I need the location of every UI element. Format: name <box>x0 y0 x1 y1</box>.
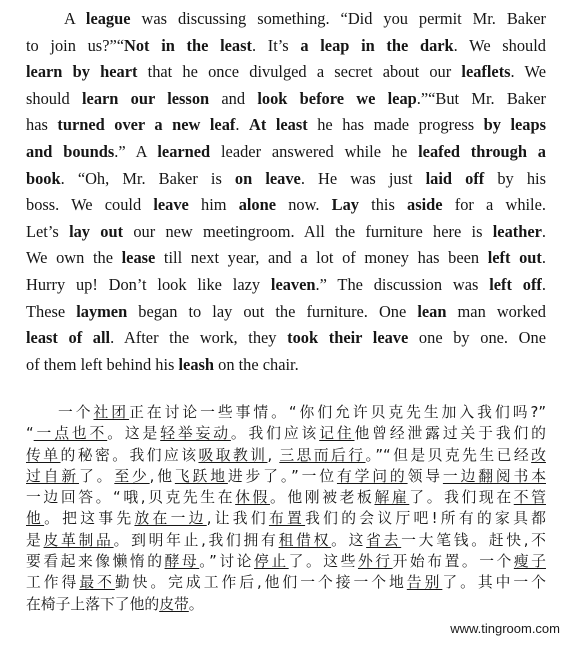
underlined-phrase: 不管 <box>513 489 546 507</box>
text-run: 我们的会议厅吧!所有的家具都 <box>305 510 546 528</box>
text-run: our new meetingroom. All the furniture here is <box>123 221 493 241</box>
english-line <box>26 272 546 299</box>
text-run: 一大笔钱。赶快,不 <box>401 531 546 549</box>
underlined-phrase: 一边翻阅书本 <box>442 467 546 485</box>
bold-phrase: leaven <box>270 274 316 294</box>
text-run: of them left behind his <box>26 354 179 374</box>
text-run: to join us?”“ <box>26 35 125 55</box>
text-run: began to lay out the furniture. One <box>127 301 418 321</box>
underlined-phrase: 瘦子 <box>513 553 546 571</box>
english-line <box>26 166 546 193</box>
text-run: .”“But Mr. Baker <box>416 88 546 108</box>
underlined-phrase: 外行 <box>357 553 393 571</box>
bold-phrase: At least <box>249 115 308 135</box>
bold-phrase: by leaps <box>483 115 546 135</box>
english-line <box>26 192 546 219</box>
text-run: him <box>188 195 239 215</box>
text-run: , <box>267 446 280 464</box>
english-line <box>26 33 546 60</box>
english-line <box>26 6 546 33</box>
bold-phrase: look before we leap <box>257 88 417 108</box>
underlined-phrase: 最不 <box>79 574 115 592</box>
underlined-phrase: 轻举妄动 <box>160 425 231 443</box>
bold-phrase: aside <box>407 195 443 215</box>
underlined-phrase: 社团 <box>93 404 130 421</box>
text-run: 。”讨论 <box>199 553 254 571</box>
underlined-phrase: 有学问的 <box>336 467 408 485</box>
chinese-line <box>26 530 546 551</box>
underlined-phrase: 改 <box>531 446 546 464</box>
text-run: now. <box>276 195 332 215</box>
text-run: We own the <box>26 248 122 268</box>
bold-phrase: lean <box>417 301 447 321</box>
bold-phrase: lease <box>121 248 156 268</box>
bold-phrase: learn by heart <box>26 62 138 82</box>
text-run: .” The discussion was <box>315 274 490 294</box>
underlined-phrase: 休假 <box>235 489 270 507</box>
text-run: 了。这些 <box>288 553 358 571</box>
underlined-phrase: 租借权 <box>278 531 332 549</box>
text-run: on the chair. <box>214 354 299 374</box>
underlined-phrase: 至少 <box>114 467 150 485</box>
chinese-line <box>26 572 546 593</box>
bold-phrase: learned <box>157 141 211 161</box>
underlined-phrase: 解雇 <box>374 489 410 507</box>
text-run: 工作得 <box>26 574 80 592</box>
underlined-phrase: 省去 <box>366 531 402 549</box>
text-run: should <box>26 88 82 108</box>
text-run: . <box>541 221 547 241</box>
text-run: one by one. One <box>408 328 546 348</box>
text-run: 。这 <box>331 531 367 549</box>
underlined-phrase: 吸取教训 <box>198 446 268 464</box>
bold-phrase: a leap in the dark <box>300 35 454 55</box>
text-run: . <box>235 115 249 135</box>
english-line <box>26 86 546 113</box>
text-run: 一个 <box>58 404 94 421</box>
text-run: and <box>209 88 258 108</box>
english-line <box>26 299 546 326</box>
text-run: 。”“但是贝克先生已经 <box>365 446 532 464</box>
text-run: Hurry up! Don’t look like lazy <box>26 274 271 294</box>
watermark: www.tingroom.com <box>450 621 560 636</box>
bold-phrase: laid off <box>425 168 485 188</box>
text-run: 勤快。完成工作后,他们一个接一个地 <box>114 574 407 592</box>
text-run: Let’s <box>26 221 70 241</box>
text-run: 要看起来像懒惰的 <box>26 553 165 571</box>
underlined-phrase: 飞跃地 <box>174 467 228 485</box>
underlined-phrase: 皮带 <box>159 595 189 613</box>
bold-phrase: Not in the least <box>124 35 252 55</box>
bold-phrase: on leave <box>234 168 301 188</box>
text-run: 了。 <box>78 467 115 485</box>
bold-phrase: alone <box>238 195 277 215</box>
text-run: 一边回答。“哦,贝克先生在 <box>26 489 236 507</box>
text-run: 。 <box>188 595 204 613</box>
underlined-phrase: 布置 <box>268 510 306 528</box>
text-run: 。他刚被老板 <box>269 489 375 507</box>
text-run: by his <box>484 168 546 188</box>
bold-phrase: leave <box>153 195 189 215</box>
english-line <box>26 245 546 272</box>
bold-phrase: and bounds <box>26 141 115 161</box>
text-run: leader answered while he <box>210 141 419 161</box>
bold-phrase: leafed through a <box>418 141 547 161</box>
bold-phrase: learn our lesson <box>81 88 210 108</box>
english-passage <box>26 6 546 378</box>
text-run: ,让我们 <box>206 510 269 528</box>
chinese-line <box>26 466 546 487</box>
underlined-phrase: 过自新 <box>26 467 79 485</box>
bold-phrase: left off <box>489 274 542 294</box>
bold-phrase: leather <box>492 221 542 241</box>
chinese-line <box>26 445 546 466</box>
bold-phrase: league <box>85 9 131 28</box>
text-run: 在椅子上落下了他的 <box>26 595 160 613</box>
underlined-phrase: 酵母 <box>164 553 200 571</box>
text-run: 是 <box>26 531 44 549</box>
chinese-line <box>26 551 546 572</box>
chinese-line <box>26 487 546 508</box>
text-run: . It’s <box>251 35 301 55</box>
text-run: . After the work, they <box>110 328 288 348</box>
text-run: A <box>64 9 86 28</box>
bold-phrase: least of all <box>26 328 111 348</box>
underlined-phrase: 三思而后行 <box>279 446 366 464</box>
text-run: 正在讨论一些事情。“你们允许贝克先生加入我们吗?” <box>129 404 546 421</box>
text-run: . He was just <box>300 168 426 188</box>
english-line <box>26 352 546 379</box>
text-run: 开始布置。一个 <box>392 553 514 571</box>
text-run: “ <box>26 425 34 443</box>
text-run: These <box>26 301 77 321</box>
text-run: 。把这事先 <box>44 510 135 528</box>
text-run: was discussing something. “Did you permit Mr. Baker <box>130 9 547 28</box>
text-run: . We should <box>453 35 546 55</box>
bold-phrase: Lay <box>331 195 359 215</box>
text-run: .” A <box>114 141 158 161</box>
underlined-phrase: 停止 <box>254 553 289 571</box>
text-run: . <box>541 248 546 268</box>
text-run: 。到明年止,我们拥有 <box>113 531 279 549</box>
text-run: 他曾经泄露过关于我们的 <box>354 425 546 443</box>
text-run: . <box>541 274 546 294</box>
english-line <box>26 112 546 139</box>
text-run: . “Oh, Mr. Baker is <box>60 168 235 188</box>
text-run: 的秘密。我们应该 <box>60 446 199 464</box>
chinese-translation <box>26 402 546 615</box>
underlined-phrase: 他 <box>26 510 45 528</box>
chinese-line <box>26 423 546 444</box>
text-run: he has made progress <box>307 115 484 135</box>
bold-phrase: book <box>26 168 61 188</box>
text-run: 领导 <box>407 467 443 485</box>
bold-phrase: turned over a new leaf <box>57 115 236 135</box>
text-run: has <box>26 115 58 135</box>
chinese-line <box>26 402 546 423</box>
bold-phrase: leash <box>178 354 215 374</box>
text-run: 了。我们现在 <box>409 489 514 507</box>
text-run: man worked <box>446 301 546 321</box>
text-run: for a while. <box>442 195 546 215</box>
text-run: that he once divulged a secret about our <box>137 62 462 82</box>
bold-phrase: lay out <box>69 221 124 241</box>
underlined-phrase: 传单 <box>26 446 61 464</box>
text-run: 。这是 <box>107 425 161 443</box>
text-run: till next year, and a lot of money has been <box>155 248 488 268</box>
text-run: 。我们应该 <box>230 425 320 443</box>
english-line <box>26 219 546 246</box>
text-run: boss. We could <box>26 195 154 215</box>
text-run: . We <box>510 62 546 82</box>
text-run: this <box>358 195 408 215</box>
bold-phrase: laymen <box>76 301 128 321</box>
bold-phrase: took their leave <box>287 328 409 348</box>
bold-phrase: leaflets <box>461 62 511 82</box>
underlined-phrase: 皮革制品 <box>43 531 114 549</box>
text-run: 了。其中一个 <box>442 574 546 592</box>
text-run: ,他 <box>149 467 175 485</box>
text-run: 进步了。”一位 <box>227 467 337 485</box>
underlined-phrase: 放在一边 <box>134 510 207 528</box>
bold-phrase: left out <box>487 248 542 268</box>
chinese-line <box>26 508 546 529</box>
english-line <box>26 325 546 352</box>
underlined-phrase: 记住 <box>319 425 355 443</box>
english-line <box>26 59 546 86</box>
chinese-line <box>26 594 546 615</box>
underlined-phrase: 告别 <box>406 574 443 592</box>
underlined-phrase: 一点也不 <box>33 425 108 443</box>
english-line <box>26 139 546 166</box>
